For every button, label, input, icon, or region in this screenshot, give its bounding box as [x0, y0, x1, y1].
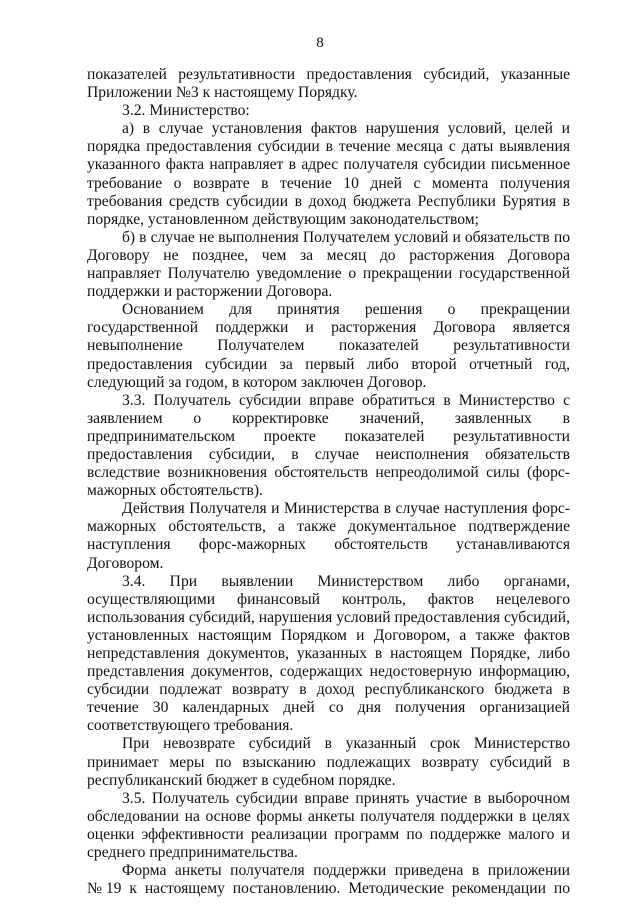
paragraph-results-indicators: показателей результативности предоставления субсидий, указанные Приложении №3 к настоящему Порядку.: [87, 66, 570, 102]
paragraph-3-5: 3.5. Получатель субсидии вправе принять участие в выборочном обследовании на основе формы анкеты получателя поддержки в целях оценки эффективности реализации программ по поддержке малого и среднего предпринимательства.: [87, 789, 570, 862]
paragraph-3-2-heading: 3.2. Министерство:: [122, 102, 250, 120]
paragraph-3-3: 3.3. Получатель субсидии вправе обратиться в Министерство с заявлением о корректировке значений, заявленных в предпринимательском проекте показателей результативности предоставления субсидии, в случае неисполнения обязательств вследствие возникновения обстоятельств непреодолимой силы (форс-мажорных обстоятельств).: [87, 391, 570, 500]
paragraph-questionnaire-form: Форма анкеты получателя поддержки приведена в приложении №19 к настоящему постановлению. Методические рекомендации по: [87, 862, 570, 898]
paragraph-3-2-b: б) в случае не выполнения Получателем условий и обязательств по Договору не позднее, чем за месяц до расторжения Договора направляет Получателю уведомление о прекращении государственной поддержки и расторжении Договора.: [87, 228, 570, 301]
paragraph-non-return: При невозврате субсидий в указанный срок Министерство принимает меры по взысканию подлежащих возврату субсидий в республиканский бюджет в судебном порядке.: [87, 735, 570, 789]
paragraph-force-majeure: Действия Получателя и Министерства в случае наступления форс-мажорных обстоятельств, а также документальное подтверждение наступления форс-мажорных обстоятельств устанавливаются Договором.: [87, 500, 570, 572]
paragraph-3-4: 3.4. При выявлении Министерством либо органами, осуществляющими финансовый контроль, фактов нецелевого использования субсидий, нарушения условий предоставления субсидий, установленных настоящим Порядком и Договором, а также фактов непредставления документов, указанных в настоящем Порядке, либо представления документов, содержащих недостоверную информацию, субсидии подлежат возврату в доход республиканского бюджета в течение 30 календарных дней со дня получения организацией соответствующего требования.: [87, 572, 570, 735]
paragraph-3-2-a: а) в случае установления фактов нарушения условий, целей и порядка предоставления субсидии в течение месяца с даты выявления указанного факта направляет в адрес получателя субсидии письменное требование о возврате в течение 10 дней с момента получения требования средств субсидии в доход бюджета Республики Бурятия в порядке, установленном действующим законодательством;: [87, 120, 570, 228]
paragraph-termination-basis: Основанием для принятия решения о прекращении государственной поддержки и расторжения Договора является невыполнение Получателем показателей результативности предоставления субсидии за первый либо второй отчетный год, следующий за годом, в котором заключен Договор.: [87, 301, 570, 391]
page-number: 8: [316, 35, 324, 51]
document-body: [87, 66, 570, 898]
